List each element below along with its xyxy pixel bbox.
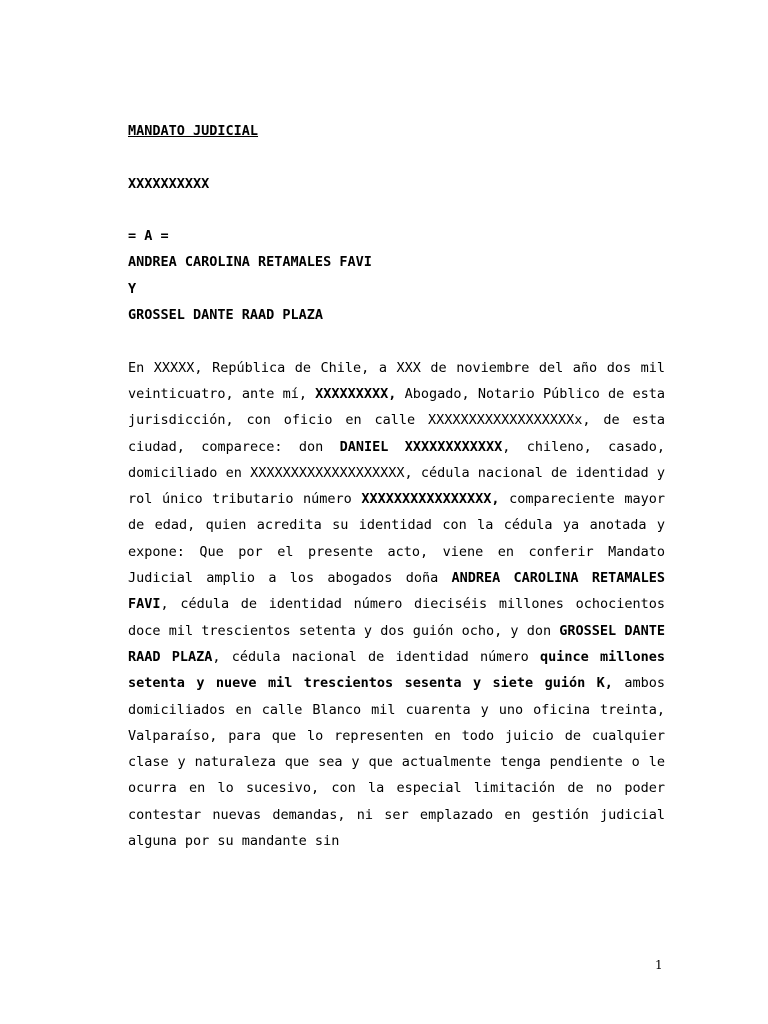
spacer xyxy=(128,197,665,223)
body-text-segment: , cédula nacional de identidad número xyxy=(212,648,540,665)
page-number: 1 xyxy=(655,958,663,972)
document-title: MANDATO JUDICIAL xyxy=(128,123,259,139)
compareciente-rut: XXXXXXXXXXXXXXXX, xyxy=(361,491,500,508)
separator: = A = xyxy=(128,228,169,245)
body-text-segment: , chileno, casado, domiciliado en XXXXXXXXXXXXXXXXXXX, cédula nacional de identidad y rol único tributario número xyxy=(128,438,665,508)
spacer xyxy=(128,144,665,170)
abogado-rut: quince millones setenta y nueve mil trescientos sesenta y siete guión K, xyxy=(128,648,666,692)
body-text-segment: , cédula de identidad número dieciséis millones ochocientos doce mil trescientos setenta y dos guión ocho, y don xyxy=(128,596,665,639)
body-text-segment: En XXXXX, República de Chile, a XXX de noviembre del año dos mil veinticuatro, ante mí, xyxy=(128,359,665,402)
mandante-name: XXXXXXXXXX xyxy=(128,175,210,192)
compareciente-name: DANIEL XXXXXXXXXXXX xyxy=(339,438,503,455)
mandatario-1-name: ANDREA CAROLINA RETAMALES FAVI xyxy=(128,254,372,271)
notary-name: XXXXXXXXX, xyxy=(315,385,397,402)
document-content xyxy=(128,118,665,854)
body-text-segment: compareciente mayor de edad, quien acredita su identidad con la cédula ya anotada y expone: Que por el presente acto, viene en conferir Mandato Judicial amplio a los abogados doña xyxy=(128,491,665,587)
body-text-segment: ambos domiciliados en calle Blanco mil cuarenta y uno oficina treinta, Valparaíso, para que lo representen en todo juicio de cualquier clase y naturaleza que sea y que actualmente tenga pendiente o le ocurra en lo sucesivo, con la especial limitación de no poder contestar nuevas demandas, ni ser emplazado en gestión judicial alguna por su mandante sin xyxy=(128,675,665,850)
body-paragraph xyxy=(128,355,665,855)
body-text-segment: Abogado, Notario Público de esta jurisdicción, con oficio en calle XXXXXXXXXXXXXXXXXXx, de esta ciudad, comparece: don xyxy=(128,385,666,455)
abogada-name: ANDREA CAROLINA RETAMALES FAVI xyxy=(128,570,665,613)
spacer xyxy=(128,328,665,354)
conjunction: Y xyxy=(128,280,137,297)
mandatario-2-name: GROSSEL DANTE RAAD PLAZA xyxy=(128,307,324,324)
abogado-name: GROSSEL DANTE RAAD PLAZA xyxy=(128,622,665,665)
